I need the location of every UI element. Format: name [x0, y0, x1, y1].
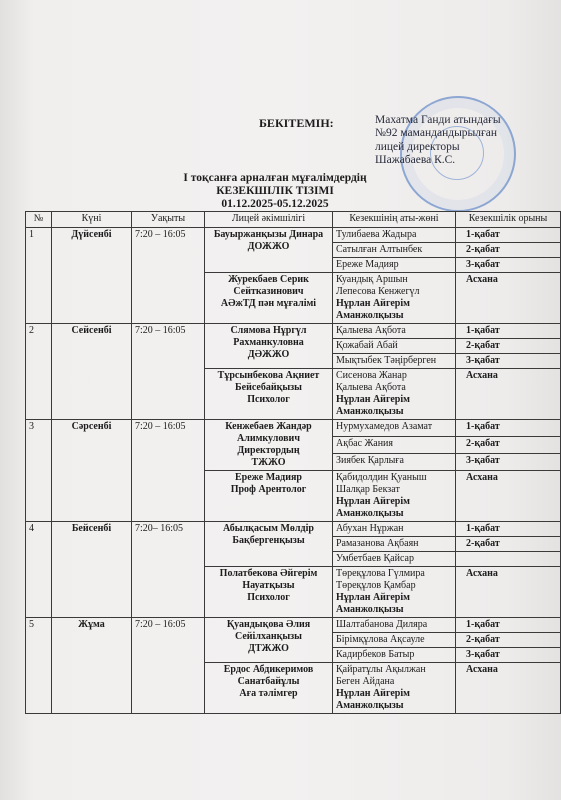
duty-location: 3-қабат	[456, 454, 561, 471]
document-title-line: І тоқсанға арналған мұғалімдердің	[183, 172, 367, 184]
administrator-line: Абылқасым Мөлдір	[223, 523, 314, 534]
duty-teacher-name: Абухан Нұржан	[336, 523, 404, 534]
administrator-line: Алимкулович	[237, 433, 300, 444]
duty-teacher-name: Нурмухамедов Азамат	[336, 421, 433, 432]
duty-teacher-name: Нұрлан Айгерім	[336, 394, 410, 405]
administrator-line: Психолог	[247, 394, 290, 405]
administrator-line: Кенжебаев Жандәр	[225, 421, 312, 432]
duty-teacher-name: Беген Айдана	[336, 676, 395, 687]
administrator-line: ДОЖЖО	[247, 241, 290, 252]
duty-location: Асхана	[456, 471, 561, 522]
document-date-range: 01.12.2025-05.12.2025	[221, 198, 329, 210]
duty-teacher-cell	[333, 258, 456, 273]
duty-teacher-cell	[333, 273, 456, 324]
duty-teacher-name: Аманжолқызы	[336, 406, 404, 417]
administrator-cell	[205, 663, 333, 714]
duty-teacher-name: Қожабай Абай	[336, 340, 398, 351]
column-header: Кезекшінің аты-жөні	[333, 212, 456, 228]
table-row	[26, 618, 561, 633]
duty-location: Асхана	[456, 369, 561, 420]
duty-schedule-table	[25, 211, 561, 714]
duty-teacher-cell	[333, 354, 456, 369]
administrator-line: Психолог	[247, 592, 290, 603]
duty-location: 1-қабат	[456, 522, 561, 537]
table-row	[26, 522, 561, 537]
administrator-cell	[205, 273, 333, 324]
duty-location: 3-қабат	[456, 648, 561, 663]
administrator-line: Сейілханқызы	[235, 631, 302, 642]
director-line: Шажабаева К.С.	[375, 153, 456, 166]
duty-teacher-cell	[333, 537, 456, 552]
duty-teacher-name: Қайратұлы Ақылжан	[336, 664, 426, 675]
column-header: Уақыты	[132, 212, 205, 228]
duty-time: 7:20 – 16:05	[132, 618, 205, 714]
administrator-line: Бейсебайқызы	[235, 382, 302, 393]
administrator-cell	[205, 420, 333, 471]
administrator-cell	[205, 471, 333, 522]
duty-location: 3-қабат	[456, 354, 561, 369]
administrator-line: Санатбайұлы	[237, 676, 300, 687]
duty-teacher-name: Нұрлан Айгерім	[336, 688, 410, 699]
duty-teacher-cell	[333, 567, 456, 618]
director-line: №92 мамандандырылған	[375, 127, 497, 140]
duty-teacher-name: Ереже Мадияр	[336, 259, 399, 270]
column-header: Күні	[52, 212, 132, 228]
column-header: Кезекшілік орыны	[456, 212, 561, 228]
administrator-line: Бақбергенқызы	[232, 535, 305, 546]
duty-time: 7:20 – 16:05	[132, 420, 205, 522]
duty-teacher-name: Аманжолқызы	[336, 700, 404, 711]
duty-teacher-cell	[333, 324, 456, 339]
duty-location: 3-қабат	[456, 258, 561, 273]
document-title-main: КЕЗЕКШІЛІК ТІЗІМІ	[216, 185, 334, 197]
day-name: Жұма	[52, 618, 132, 714]
day-number: 1	[26, 228, 52, 324]
table-row	[26, 228, 561, 243]
director-line: Махатма Ганди атындағы	[375, 114, 501, 126]
duty-teacher-name: Кадирбеков Батыр	[336, 649, 415, 660]
duty-location: 2-қабат	[456, 633, 561, 648]
duty-teacher-cell	[333, 633, 456, 648]
administrator-line: Рахманкуловна	[233, 337, 304, 348]
duty-location: Асхана	[456, 273, 561, 324]
administrator-line: ДТЖЖО	[248, 643, 289, 654]
duty-teacher-name: Умбетбаев Қайсар	[336, 553, 414, 564]
duty-location: Асхана	[456, 567, 561, 618]
duty-location: 2-қабат	[456, 243, 561, 258]
duty-teacher-name: Лепесова Кенжегүл	[336, 286, 420, 297]
duty-teacher-name: Зиябек Қарлыға	[336, 455, 404, 466]
duty-teacher-name: Ақбас Жания	[336, 438, 393, 449]
administrator-cell	[205, 369, 333, 420]
duty-time: 7:20 – 16:05	[132, 228, 205, 324]
duty-teacher-cell	[333, 663, 456, 714]
duty-teacher-name: Қалыева Ақбота	[336, 325, 406, 336]
duty-location: 1-қабат	[456, 420, 561, 437]
administrator-line: Қуандықова Әлия	[226, 619, 311, 630]
day-name: Сейсенбі	[52, 324, 132, 420]
duty-teacher-name: Нұрлан Айгерім	[336, 496, 410, 507]
administrator-line: ДӘЖЖО	[247, 349, 290, 360]
duty-teacher-name: Төреқұлова Гүлмира	[336, 568, 425, 579]
duty-teacher-name: Қабидолдин Қуаныш	[336, 472, 427, 483]
duty-location: 1-қабат	[456, 228, 561, 243]
duty-teacher-cell	[333, 228, 456, 243]
administrator-line: Директордың	[237, 445, 300, 456]
day-name: Бейсенбі	[52, 522, 132, 618]
duty-teacher-cell	[333, 522, 456, 537]
administrator-line: Полатбекова Әйгерім	[219, 568, 318, 579]
administrator-cell	[205, 522, 333, 567]
duty-teacher-cell	[333, 648, 456, 663]
administrator-line: Проф Арентолог	[230, 484, 307, 495]
director-line: лицей директоры	[375, 140, 460, 153]
duty-teacher-cell	[333, 243, 456, 258]
administrator-line: Ердос Абдикеримов	[223, 664, 314, 675]
director-block	[375, 114, 501, 167]
duty-teacher-name: Сатылған Алтынбек	[336, 244, 423, 255]
duty-teacher-name: Тулибаева Жадыра	[336, 229, 417, 240]
duty-location	[456, 552, 561, 567]
duty-teacher-cell	[333, 618, 456, 633]
duty-teacher-cell	[333, 339, 456, 354]
duty-teacher-name: Қалыева Ақбота	[336, 382, 406, 393]
column-header: Лицей әкімшілігі	[205, 212, 333, 228]
column-header: №	[26, 212, 52, 228]
administrator-cell	[205, 228, 333, 273]
administrator-line: ТЖЖО	[251, 457, 286, 468]
duty-teacher-cell	[333, 471, 456, 522]
duty-location: 1-қабат	[456, 618, 561, 633]
administrator-line: Бауыржанқызы Динара	[213, 229, 324, 240]
administrator-line: Сейтказинович	[233, 286, 304, 297]
duty-teacher-cell	[333, 552, 456, 567]
table-header-row	[26, 212, 561, 228]
administrator-line: Журекбаев Серик	[228, 274, 309, 285]
table-row	[26, 324, 561, 339]
duty-location: 2-қабат	[456, 437, 561, 454]
administrator-line: Тұрсынбекова Ақниет	[217, 370, 320, 381]
duty-time: 7:20 – 16:05	[132, 324, 205, 420]
duty-location: 2-қабат	[456, 339, 561, 354]
duty-teacher-name: Шалтабанова Диляра	[336, 619, 428, 630]
duty-location: 2-қабат	[456, 537, 561, 552]
duty-location: 1-қабат	[456, 324, 561, 339]
administrator-cell	[205, 567, 333, 618]
administrator-cell	[205, 618, 333, 663]
duty-teacher-name: Нұрлан Айгерім	[336, 298, 410, 309]
day-number: 3	[26, 420, 52, 522]
administrator-line: Слямова Нұргүл	[230, 325, 307, 336]
duty-teacher-name: Сисенова Жанар	[336, 370, 407, 381]
administrator-line: АӘжТД пән мұғалімі	[220, 298, 317, 309]
administrator-line: Аға тәлімгер	[239, 688, 298, 699]
duty-teacher-name: Куандық Аршын	[336, 274, 408, 285]
administrator-cell	[205, 324, 333, 369]
day-number: 2	[26, 324, 52, 420]
duty-time: 7:20– 16:05	[132, 522, 205, 618]
day-number: 4	[26, 522, 52, 618]
duty-teacher-cell	[333, 369, 456, 420]
duty-teacher-name: Нұрлан Айгерім	[336, 592, 410, 603]
duty-teacher-name: Мықтыбек Тәңірберген	[336, 355, 437, 366]
duty-teacher-name: Аманжолқызы	[336, 508, 404, 519]
duty-teacher-name: Рамазанова Ақбаян	[336, 538, 419, 549]
duty-teacher-name: Аманжолқызы	[336, 604, 404, 615]
day-name: Сәрсенбі	[52, 420, 132, 522]
approval-heading: БЕКІТЕМІН:	[259, 116, 334, 130]
duty-teacher-name: Аманжолқызы	[336, 310, 404, 321]
administrator-line: Ереже Мадияр	[235, 472, 302, 483]
duty-teacher-cell	[333, 420, 456, 437]
duty-teacher-cell	[333, 437, 456, 454]
duty-teacher-cell	[333, 454, 456, 471]
duty-teacher-name: Бірімқұлова Ақсауле	[336, 634, 425, 645]
day-name: Дүйсенбі	[52, 228, 132, 324]
administrator-line: Науатқызы	[242, 580, 295, 591]
duty-teacher-name: Шалқар Бекзат	[336, 484, 400, 495]
day-number: 5	[26, 618, 52, 714]
duty-location: Асхана	[456, 663, 561, 714]
duty-teacher-name: Төреқұлов Қамбар	[336, 580, 416, 591]
